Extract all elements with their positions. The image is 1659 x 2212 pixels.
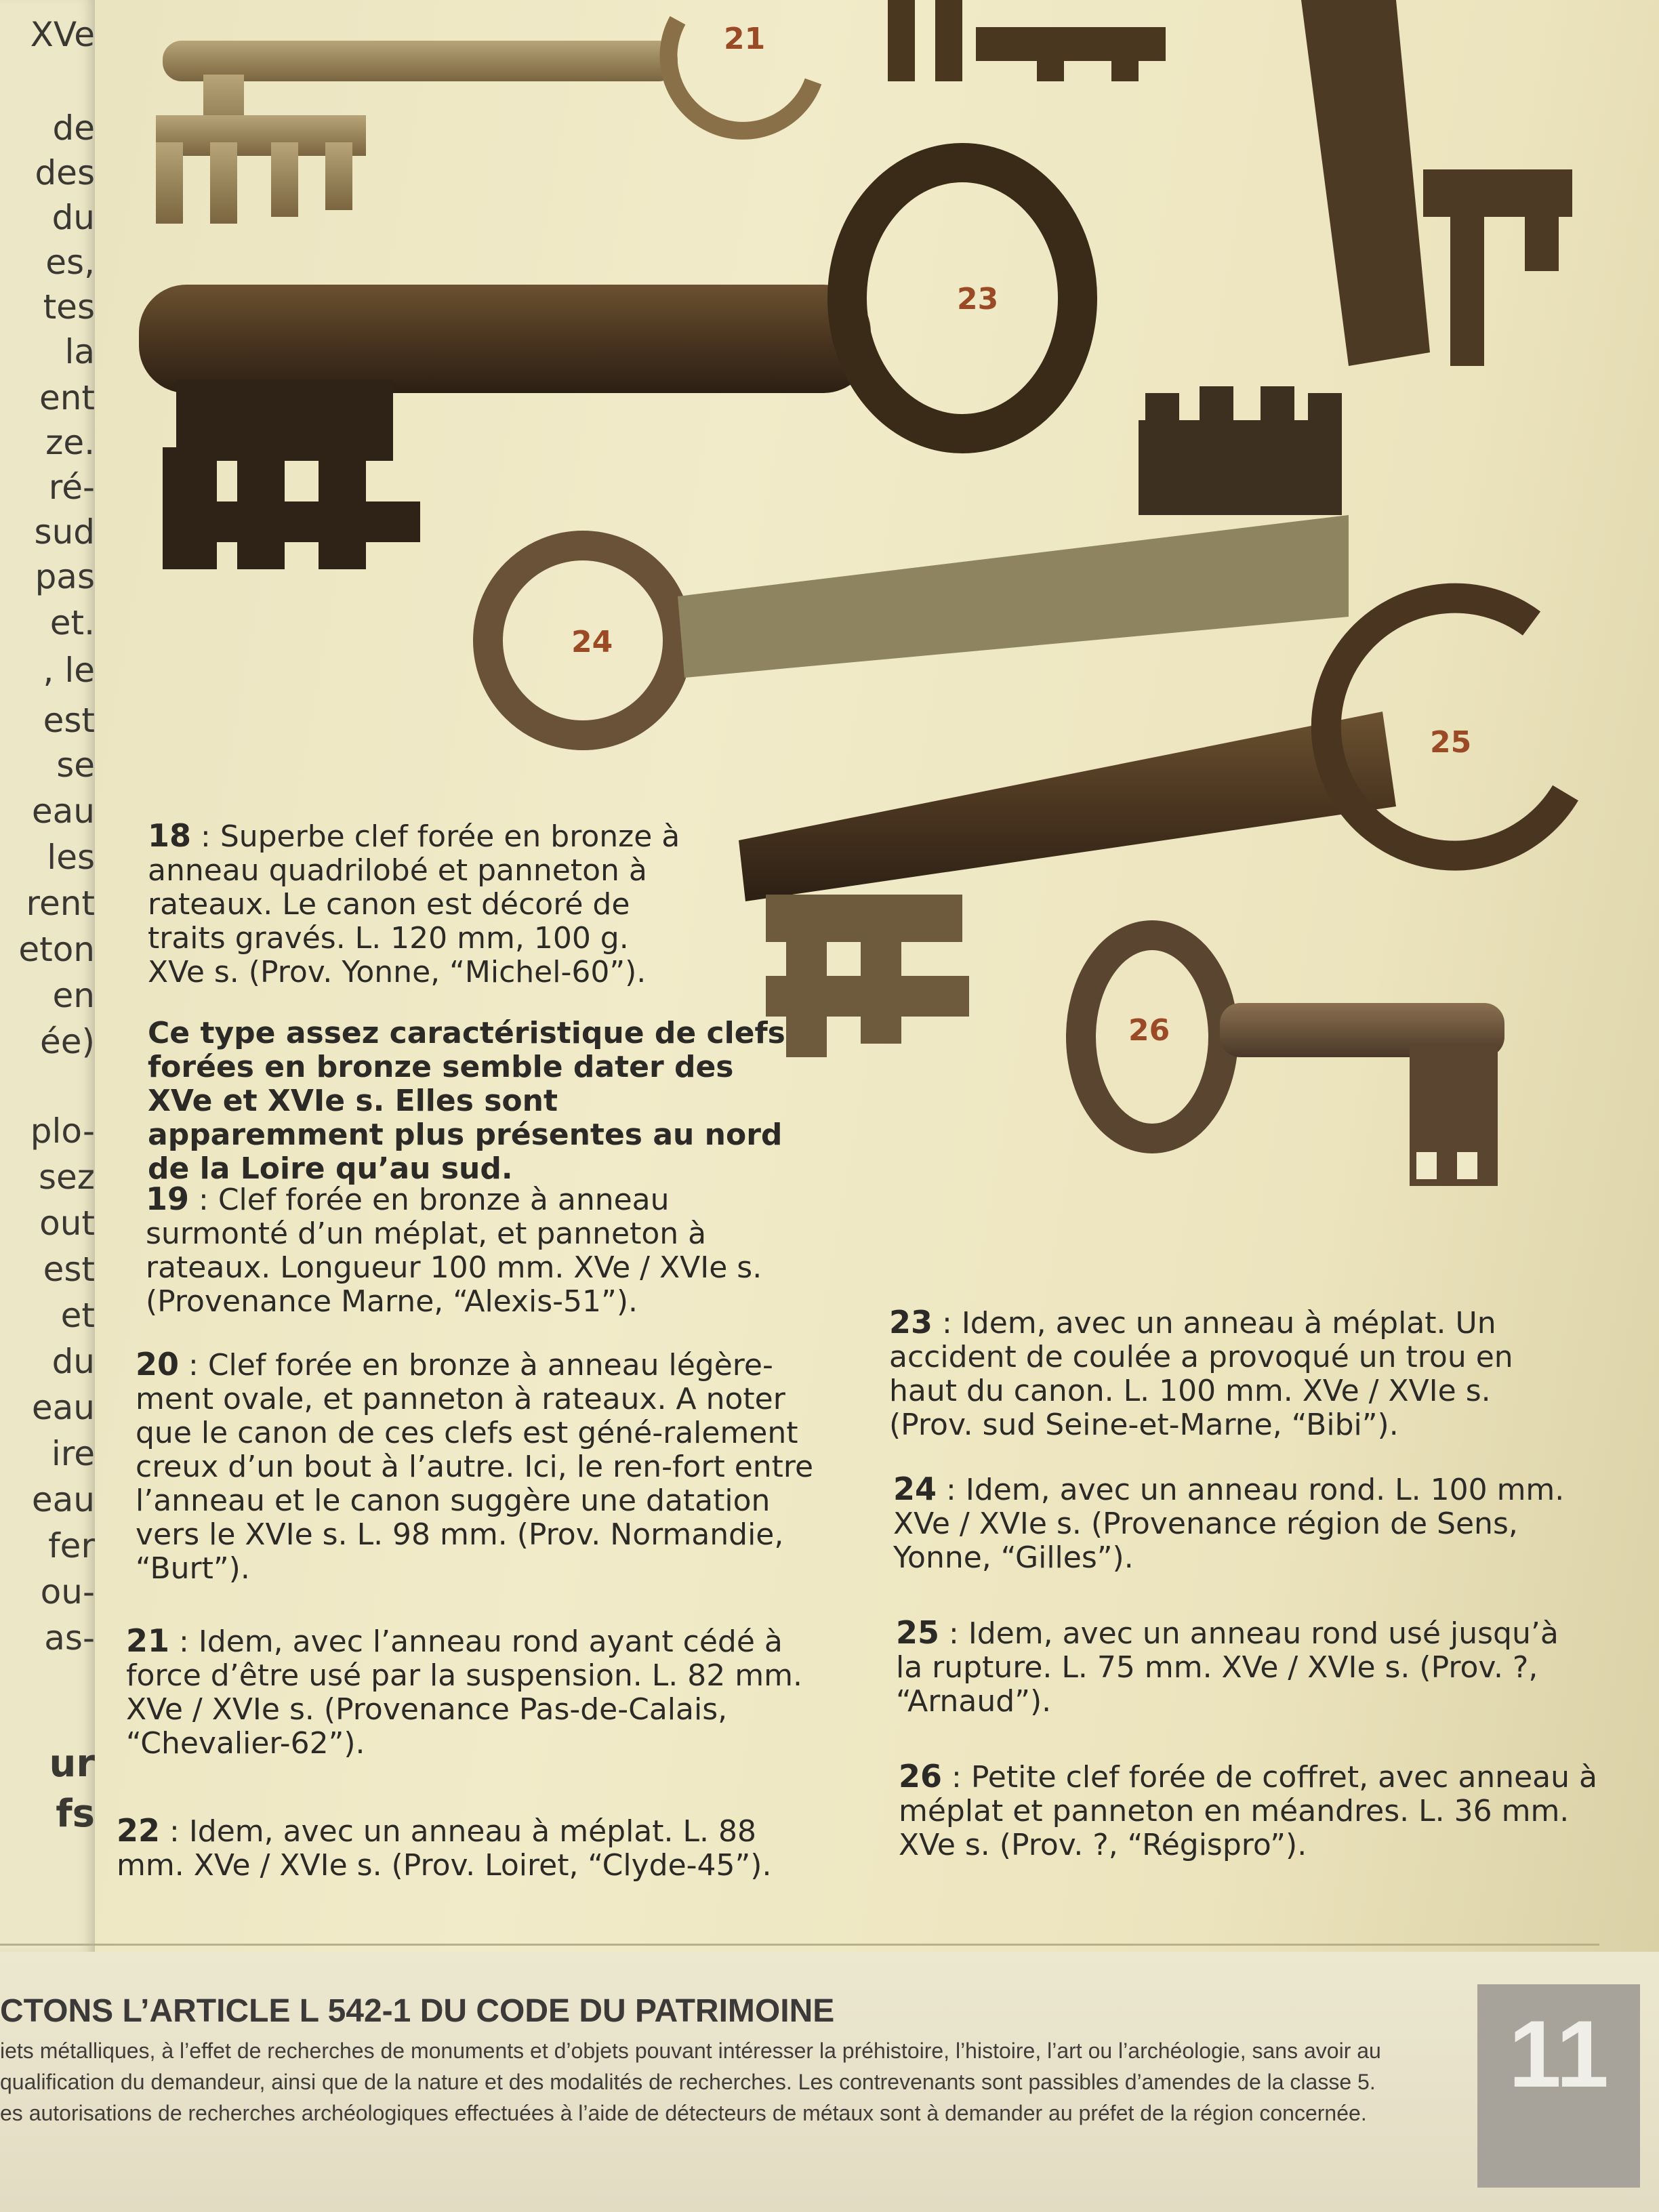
key-20-image bbox=[1301, 0, 1572, 366]
left-fragment: , le bbox=[43, 651, 95, 690]
bold-note: Ce type assez caractéristique de clefs forées en bronze semble dater des XVe et XVIe s. Elles sont apparemment plus présentes au nord de la Loire qu’au sud. bbox=[148, 1016, 785, 1186]
left-fragment: eton bbox=[18, 930, 95, 969]
left-fragment: en bbox=[52, 976, 95, 1015]
left-fragment: eau bbox=[31, 1480, 95, 1519]
left-fragment: fs bbox=[56, 1792, 95, 1836]
key-22-image bbox=[888, 0, 1166, 81]
caption-20: 20 : Clef forée en bronze à anneau légère-ment ovale, et panneton à rateaux. A noter que le canon de ces clefs est géné-ralement creux d’un bout à l’autre. Ici, le ren-fort entre l’anneau et le canon suggère une datation vers le XVIe s. L. 98 mm. (Prov. Normandie, “Burt”). bbox=[136, 1346, 814, 1586]
left-fragment: XVe bbox=[30, 15, 95, 54]
left-fragment: rent bbox=[26, 884, 95, 923]
caption-18: 18 : Superbe clef forée en bronze à anneau quadrilobé et panneton à rateaux. Le canon est décoré de traits gravés. L. 120 mm, 100 g. XVe s. (Prov. Yonne, “Michel-60”). bbox=[148, 817, 680, 989]
left-fragment: out bbox=[39, 1204, 95, 1243]
left-fragment: plo- bbox=[30, 1111, 95, 1151]
caption-24: 24 : Idem, avec un anneau rond. L. 100 mm. XVe / XVIe s. (Provenance région de Sens, Yonne, “Gilles”). bbox=[893, 1471, 1565, 1575]
left-fragment: est bbox=[43, 701, 95, 740]
footer-line: qualification du demandeur, ainsi que de la nature et des modalités de recherches. Les contrevenants sont passibles d’amendes de la classe 5. bbox=[0, 2070, 1376, 2094]
left-fragment: ou- bbox=[40, 1572, 95, 1612]
left-fragment: est bbox=[43, 1250, 95, 1289]
left-fragment: se bbox=[56, 745, 95, 785]
key-label-25: 25 bbox=[1430, 725, 1472, 760]
left-fragment: eau bbox=[31, 792, 95, 831]
key-label-26: 26 bbox=[1128, 1013, 1170, 1048]
left-fragment: ée) bbox=[39, 1022, 95, 1061]
left-fragment: es, bbox=[45, 243, 95, 282]
left-fragment: tes bbox=[43, 287, 95, 327]
caption-22: 22 : Idem, avec un anneau à méplat. L. 88 mm. XVe / XVIe s. (Prov. Loiret, “Clyde-45”). bbox=[117, 1812, 772, 1883]
left-fragment: ire bbox=[51, 1434, 95, 1473]
caption-26: 26 : Petite clef forée de coffret, avec anneau à méplat et panneton en méandres. L. 36 mm. XVe s. (Prov. ?, “Régispro”). bbox=[899, 1758, 1597, 1862]
left-fragment: du bbox=[52, 1342, 95, 1381]
left-fragment: ent bbox=[39, 378, 95, 417]
caption-21: 21 : Idem, avec l’anneau rond ayant cédé à force d’être usé par la suspension. L. 82 mm. XVe / XVIe s. (Provenance Pas-de-Calais, “Chevalier-62”). bbox=[126, 1622, 802, 1761]
caption-23: 23 : Idem, avec un anneau à méplat. Un accident de coulée a provoqué un trou en haut du canon. L. 100 mm. XVe / XVIe s. (Prov. sud Seine-et-Marne, “Bibi”). bbox=[889, 1304, 1513, 1442]
left-fragment: des bbox=[35, 153, 95, 192]
left-fragment: les bbox=[47, 838, 95, 877]
footer-line: es autorisations de recherches archéologiques effectuées à l’aide de détecteurs de métaux sont à demander au préfet de la région concernée. bbox=[0, 2101, 1367, 2125]
left-fragment: et bbox=[60, 1296, 95, 1335]
key-23-image bbox=[139, 163, 1078, 569]
left-fragment: ur bbox=[49, 1742, 95, 1786]
key-21-image bbox=[156, 20, 813, 224]
divider bbox=[0, 1944, 1599, 1946]
caption-19: 19 : Clef forée en bronze à anneau surmonté d’un méplat, et panneton à rateaux. Longueur 100 mm. XVe / XVIe s. (Provenance Marne, “Alexis-51”). bbox=[146, 1181, 762, 1319]
left-fragment: pas bbox=[35, 557, 95, 596]
footer-title: CTONS L’ARTICLE L 542-1 DU CODE DU PATRIMOINE bbox=[0, 1993, 835, 2029]
key-label-24: 24 bbox=[571, 625, 613, 659]
left-fragment: de bbox=[52, 108, 95, 148]
footer-line: iets métalliques, à l’effet de recherches de monuments et d’objets pouvant intéresser la préhistoire, l’histoire, l’art ou l’archéologie, sans avoir au bbox=[0, 2039, 1381, 2063]
left-fragment: la bbox=[64, 332, 95, 371]
left-fragment: as- bbox=[44, 1618, 95, 1658]
key-26-image bbox=[1081, 935, 1504, 1186]
key-25-image bbox=[739, 598, 1565, 1057]
key-label-21: 21 bbox=[724, 22, 766, 56]
left-fragment: sez bbox=[38, 1158, 95, 1197]
left-fragment: ze. bbox=[45, 423, 95, 462]
key-label-23: 23 bbox=[957, 282, 999, 316]
left-fragment: fer bbox=[48, 1526, 95, 1565]
caption-25: 25 : Idem, avec un anneau rond usé jusqu’à la rupture. L. 75 mm. XVe / XVIe s. (Prov. ?, “Arnaud”). bbox=[896, 1614, 1559, 1719]
page-number: 11 bbox=[1509, 2001, 1609, 2107]
left-fragment: sud bbox=[34, 512, 95, 552]
left-fragment: eau bbox=[31, 1388, 95, 1427]
left-fragment: du bbox=[52, 198, 95, 237]
left-fragment: et. bbox=[49, 603, 95, 642]
left-fragment: ré- bbox=[48, 468, 95, 507]
